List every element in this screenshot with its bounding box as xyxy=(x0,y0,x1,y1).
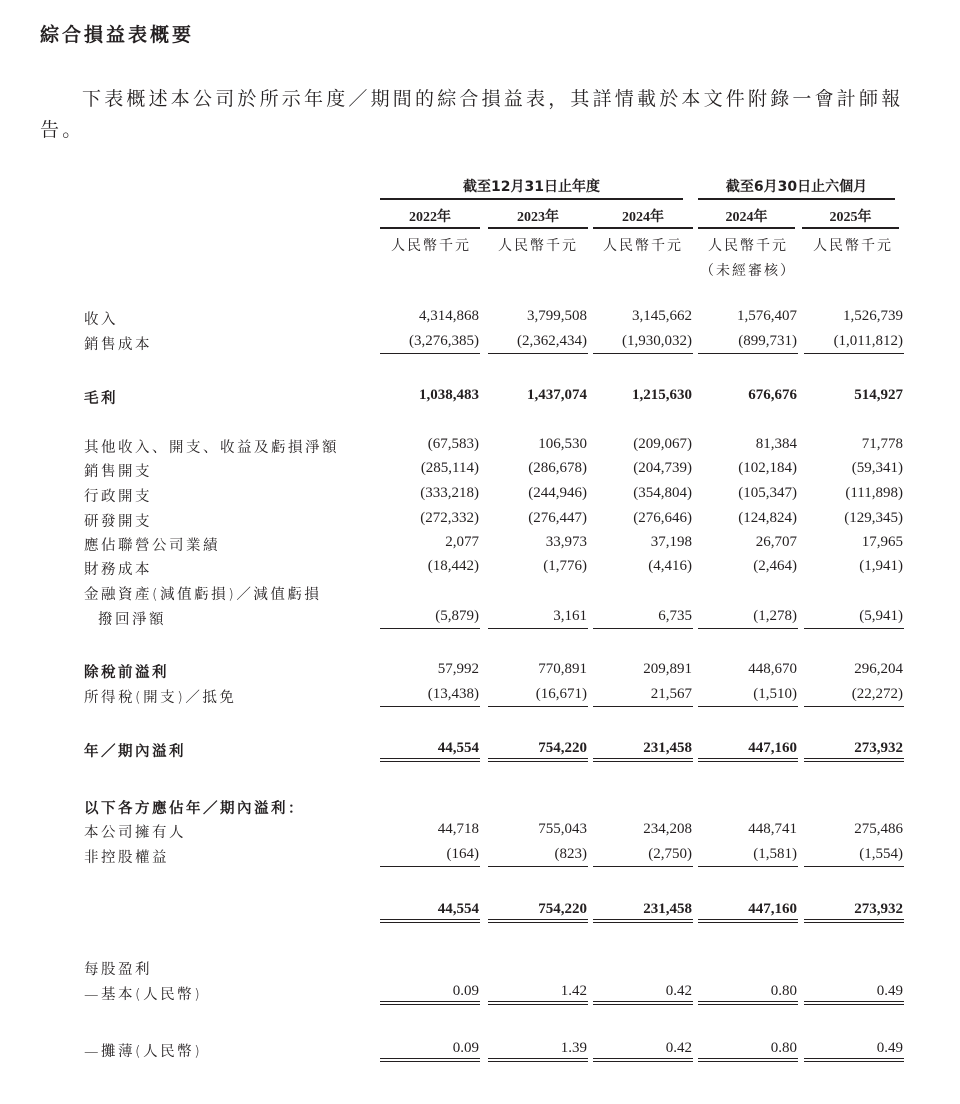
cell-value: (2,750) xyxy=(593,846,693,867)
cell-value: 44,554 xyxy=(380,901,480,923)
group-header-interim: 截至6月30日止六個月 xyxy=(698,176,895,200)
row-label: 所得稅(開支)／抵免 xyxy=(84,690,237,706)
cell-value: (111,898) xyxy=(845,485,903,501)
cell-value: 275,486 xyxy=(854,821,903,837)
cell-value: (276,447) xyxy=(528,510,587,526)
cell-value: 231,458 xyxy=(593,901,693,923)
cell-value: 6,735 xyxy=(593,608,693,629)
cell-value: 71,778 xyxy=(861,436,903,452)
cell-value: 2,077 xyxy=(445,534,479,550)
cell-value: (129,345) xyxy=(844,510,903,526)
cell-value: 4,314,868 xyxy=(419,308,479,324)
cell-value: 1,215,630 xyxy=(632,387,692,403)
cell-value: 1,526,739 xyxy=(843,308,903,324)
cell-value: 3,161 xyxy=(488,608,588,629)
cell-value: (1,278) xyxy=(698,608,798,629)
column-unit: 人民幣千元 xyxy=(391,238,471,254)
cell-value: 1,437,074 xyxy=(527,387,587,403)
row-label: 毛利 xyxy=(84,391,118,407)
cell-value: 44,718 xyxy=(437,821,479,837)
cell-value: 1,038,483 xyxy=(419,387,479,403)
row-label: 研發開支 xyxy=(84,514,152,530)
group-header-annual: 截至12月31日止年度 xyxy=(380,176,683,200)
cell-value: (5,879) xyxy=(380,608,480,629)
cell-value: 448,670 xyxy=(748,661,797,677)
column-header-year: 2025年 xyxy=(802,206,899,229)
cell-value: 1.42 xyxy=(488,983,588,1005)
intro-paragraph: 下表概述本公司於所示年度／期間的綜合損益表，其詳情載於本文件附錄一會計師報告。 xyxy=(40,88,904,141)
row-label: 年／期內溢利 xyxy=(84,744,186,760)
cell-value: 57,992 xyxy=(437,661,479,677)
cell-value: (3,276,385) xyxy=(380,333,480,354)
column-unit: 人民幣千元 xyxy=(708,238,788,254)
cell-value: (1,510) xyxy=(698,686,798,707)
cell-value: (204,739) xyxy=(633,460,692,476)
column-unaudited-note: （未經審核） xyxy=(700,263,796,279)
row-label: 財務成本 xyxy=(84,562,152,578)
cell-value: 273,932 xyxy=(804,740,904,762)
cell-value: 447,160 xyxy=(698,740,798,762)
cell-value: (285,114) xyxy=(420,460,479,476)
cell-value: 0.42 xyxy=(593,983,693,1005)
cell-value: (4,416) xyxy=(648,558,692,574)
cell-value: (59,341) xyxy=(851,460,903,476)
cell-value: (2,362,434) xyxy=(488,333,588,354)
page-title: 綜合損益表概要 xyxy=(40,24,195,46)
cell-value: 0.80 xyxy=(698,1040,798,1062)
row-label: 非控股權益 xyxy=(84,850,169,866)
column-header-year: 2022年 xyxy=(380,206,480,229)
row-label: 銷售開支 xyxy=(84,464,152,480)
cell-value: 514,927 xyxy=(854,387,903,403)
cell-value: (18,442) xyxy=(427,558,479,574)
cell-value: 21,567 xyxy=(593,686,693,707)
cell-value: 770,891 xyxy=(538,661,587,677)
cell-value: 676,676 xyxy=(748,387,797,403)
cell-value: (22,272) xyxy=(804,686,904,707)
row-label: 本公司擁有人 xyxy=(84,825,186,841)
cell-value: (1,011,812) xyxy=(804,333,904,354)
cell-value: 106,530 xyxy=(538,436,587,452)
cell-value: 231,458 xyxy=(593,740,693,762)
cell-value: 3,799,508 xyxy=(527,308,587,324)
row-label: 除稅前溢利 xyxy=(84,665,169,681)
cell-value: 448,741 xyxy=(748,821,797,837)
cell-value: 1,576,407 xyxy=(737,308,797,324)
cell-value: (124,824) xyxy=(738,510,797,526)
cell-value: (244,946) xyxy=(528,485,587,501)
row-label: —攤薄(人民幣) xyxy=(84,1044,203,1060)
column-header-year: 2023年 xyxy=(488,206,588,229)
row-label-continued: 撥回淨額 xyxy=(98,612,166,628)
cell-value: 0.09 xyxy=(380,983,480,1005)
cell-value: (333,218) xyxy=(420,485,479,501)
cell-value: (1,930,032) xyxy=(593,333,693,354)
cell-value: 17,965 xyxy=(861,534,903,550)
column-header-year: 2024年 xyxy=(698,206,795,229)
cell-value: (1,581) xyxy=(698,846,798,867)
cell-value: 1.39 xyxy=(488,1040,588,1062)
cell-value: 0.42 xyxy=(593,1040,693,1062)
cell-value: 296,204 xyxy=(854,661,903,677)
cell-value: 754,220 xyxy=(488,740,588,762)
cell-value: 0.49 xyxy=(804,983,904,1005)
column-header-year: 2024年 xyxy=(593,206,693,229)
row-label: 收入 xyxy=(84,312,118,328)
column-unit: 人民幣千元 xyxy=(813,238,893,254)
cell-value: 33,973 xyxy=(545,534,587,550)
cell-value: 0.09 xyxy=(380,1040,480,1062)
cell-value: 37,198 xyxy=(650,534,692,550)
cell-value: (354,804) xyxy=(633,485,692,501)
cell-value: 44,554 xyxy=(380,740,480,762)
cell-value: (16,671) xyxy=(488,686,588,707)
cell-value: (823) xyxy=(488,846,588,867)
cell-value: 3,145,662 xyxy=(632,308,692,324)
row-label: 金融資產(減值虧損)／減值虧損 xyxy=(84,587,322,603)
cell-value: (276,646) xyxy=(633,510,692,526)
row-label: 應佔聯營公司業績 xyxy=(84,538,220,554)
cell-value: (105,347) xyxy=(738,485,797,501)
cell-value: (272,332) xyxy=(420,510,479,526)
row-label: 以下各方應佔年／期內溢利： xyxy=(84,801,305,817)
cell-value: 273,932 xyxy=(804,901,904,923)
cell-value: (2,464) xyxy=(753,558,797,574)
cell-value: (899,731) xyxy=(698,333,798,354)
row-label: 每股盈利 xyxy=(84,962,152,978)
row-label: 銷售成本 xyxy=(84,337,152,353)
cell-value: 81,384 xyxy=(755,436,797,452)
cell-value: 26,707 xyxy=(755,534,797,550)
cell-value: 0.49 xyxy=(804,1040,904,1062)
cell-value: (286,678) xyxy=(528,460,587,476)
cell-value: 209,891 xyxy=(643,661,692,677)
row-label: —基本(人民幣) xyxy=(84,987,203,1003)
cell-value: 234,208 xyxy=(643,821,692,837)
cell-value: (164) xyxy=(380,846,480,867)
cell-value: 755,043 xyxy=(538,821,587,837)
cell-value: 754,220 xyxy=(488,901,588,923)
cell-value: (5,941) xyxy=(804,608,904,629)
cell-value: (13,438) xyxy=(380,686,480,707)
cell-value: (1,776) xyxy=(543,558,587,574)
column-unit: 人民幣千元 xyxy=(498,238,578,254)
cell-value: (209,067) xyxy=(633,436,692,452)
row-label: 行政開支 xyxy=(84,489,152,505)
column-unit: 人民幣千元 xyxy=(603,238,683,254)
cell-value: (67,583) xyxy=(427,436,479,452)
cell-value: (102,184) xyxy=(738,460,797,476)
cell-value: 0.80 xyxy=(698,983,798,1005)
cell-value: 447,160 xyxy=(698,901,798,923)
cell-value: (1,941) xyxy=(859,558,903,574)
row-label: 其他收入、開支、收益及虧損淨額 xyxy=(84,440,339,456)
cell-value: (1,554) xyxy=(804,846,904,867)
